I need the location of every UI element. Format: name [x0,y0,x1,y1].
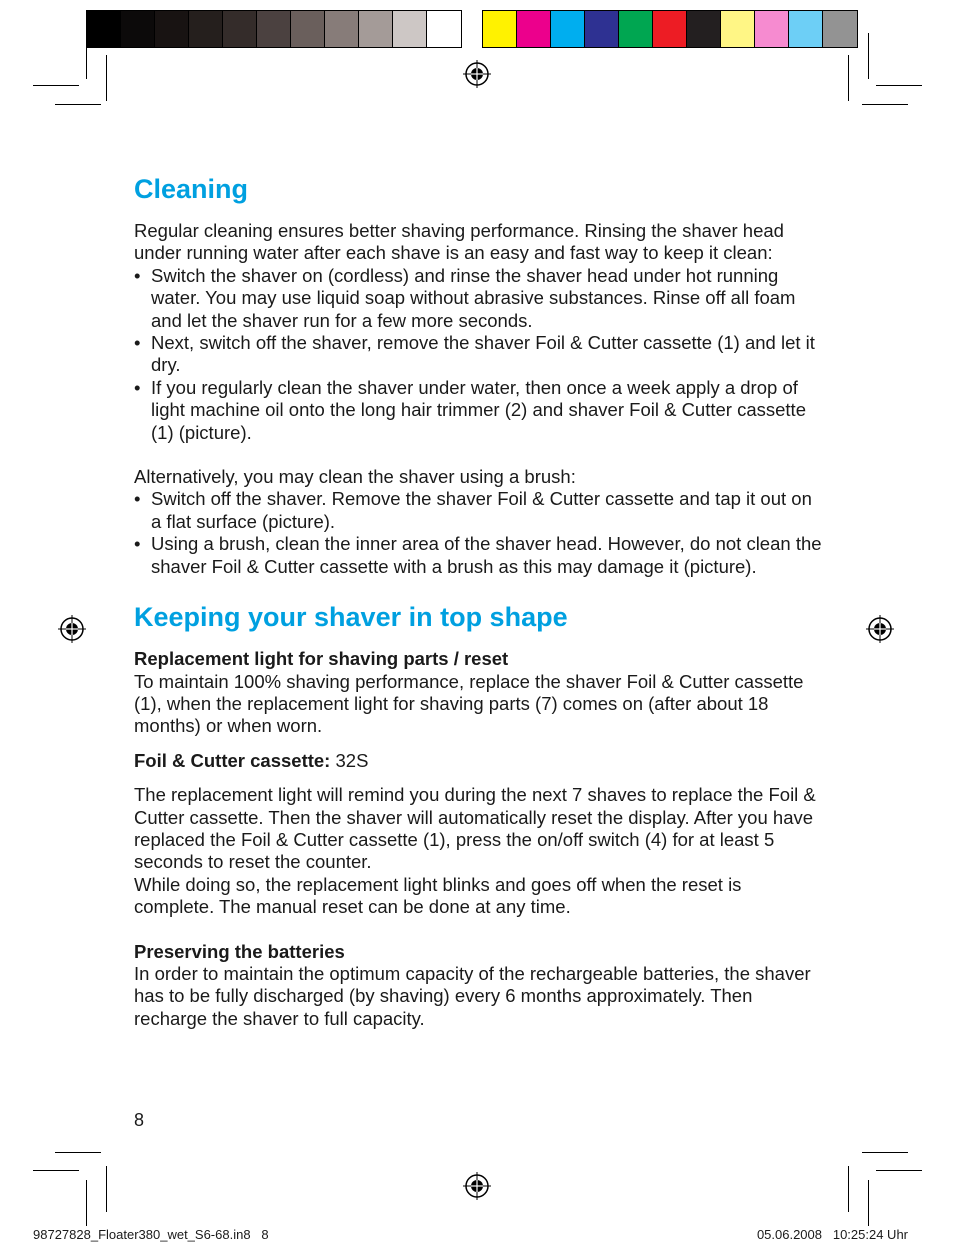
list-item: • If you regularly clean the shaver under water, then once a week apply a drop of light machine oil onto the long hair trimmer (2) and shaver Foil & Cutter cassette (1) (picture). [134,377,824,444]
crop-mark [868,1180,869,1226]
replacement-light-heading: Replacement light for shaving parts / reset [134,648,509,670]
cmyk-color-bar [482,10,858,48]
crop-mark [106,55,107,101]
brush-cleaning-bullet-list [134,488,824,578]
color-swatch [619,11,653,47]
reset-text: While doing so, the replacement light blinks and goes off when the reset is complete. The manual reset can be done at any time. [134,873,742,918]
color-swatch [257,11,291,47]
color-swatch [291,11,325,47]
color-swatch [189,11,223,47]
color-swatch [427,11,461,47]
color-swatch [789,11,823,47]
crop-mark [848,55,849,101]
crop-mark [106,1166,107,1212]
crop-mark [55,104,101,105]
cassette-label: Foil & Cutter cassette: [134,749,331,771]
color-swatch [721,11,755,47]
color-swatch [551,11,585,47]
color-swatch [653,11,687,47]
footer-file-info: 98727828_Floater380_wet_S6-68.in8 8 [33,1227,269,1242]
crop-mark [862,104,908,105]
replacement-light-text: To maintain 100% shaving performance, replace the shaver Foil & Cutter cassette (1), when the replacement light for shaving parts (7) comes on (after about 18 months) or when worn. [134,670,804,737]
cleaning-bullet-list [134,265,824,444]
list-item: • Switch off the shaver. Remove the shaver Foil & Cutter cassette and tap it out on a flat surface (picture). [134,488,824,533]
color-swatch [585,11,619,47]
color-swatch [823,11,857,47]
crop-mark [86,33,87,79]
color-swatch [755,11,789,47]
cleaning-heading: Cleaning [134,174,249,204]
color-swatch [687,11,721,47]
crop-mark [55,1152,101,1153]
cleaning-intro: Regular cleaning ensures better shaving performance. Rinsing the shaver head under running water after each shave is an easy and fast way to keep it clean: [134,220,784,264]
color-swatch [121,11,155,47]
crop-mark [33,1170,79,1171]
color-swatch [325,11,359,47]
grayscale-color-bar [86,10,462,48]
manual-page-content [134,172,824,1030]
registration-mark-icon [463,60,491,88]
crop-mark [848,1166,849,1212]
color-swatch [155,11,189,47]
color-swatch [87,11,121,47]
page-number: 8 [134,1110,145,1130]
crop-mark [862,1152,908,1153]
cassette-value: 32S [335,749,369,771]
list-item: • Next, switch off the shaver, remove the shaver Foil & Cutter cassette (1) and let it dry. [134,332,824,377]
color-swatch [393,11,427,47]
crop-mark [86,1180,87,1226]
brush-cleaning-intro: Alternatively, you may clean the shaver using a brush: [134,466,576,488]
color-swatch [359,11,393,47]
crop-mark [876,85,922,86]
color-swatch [517,11,551,47]
crop-mark [33,85,79,86]
registration-mark-icon [58,615,86,643]
crop-mark [868,33,869,79]
color-swatch [223,11,257,47]
reminder-text: The replacement light will remind you during the next 7 shaves to replace the Foil & Cutter cassette. Then the shaver will automatically reset the display. After you have replaced the Foil & Cutter cassette (1), press the on/off switch (4) for at least 5 seconds to reset the counter. [134,784,816,873]
batteries-heading: Preserving the batteries [134,940,345,962]
list-item: • Switch the shaver on (cordless) and rinse the shaver head under hot running water. You may use liquid soap without abrasive substances. Rinse off all foam and let the shaver run for a few more seconds. [134,265,824,332]
registration-mark-icon [463,1172,491,1200]
cassette-line [134,750,824,772]
top-shape-heading: Keeping your shaver in top shape [134,602,568,633]
footer-timestamp: 05.06.2008 10:25:24 Uhr [756,1227,908,1242]
list-item: • Using a brush, clean the inner area of the shaver head. However, do not clean the shaver Foil & Cutter cassette with a brush as this may damage it (picture). [134,533,824,578]
batteries-text: In order to maintain the optimum capacity of the rechargeable batteries, the shaver has to be fully discharged (by shaving) every 6 months approximately. Then recharge the shaver to full capacity. [134,962,811,1029]
color-swatch [483,11,517,47]
crop-mark [876,1170,922,1171]
registration-mark-icon [866,615,894,643]
